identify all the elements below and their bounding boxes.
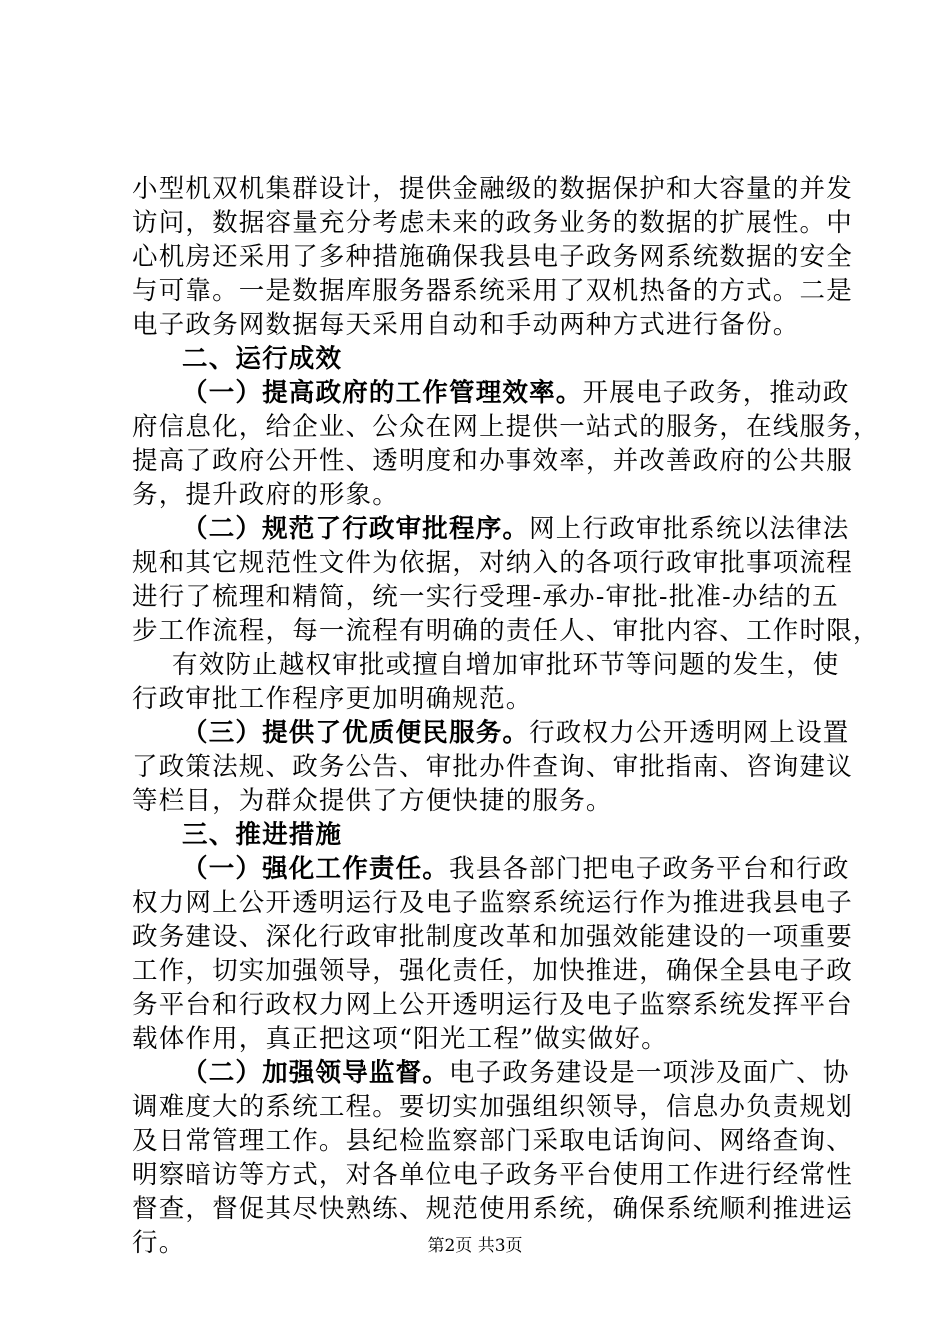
text-line — [132, 376, 850, 410]
line-text: 开展电子政务，推动政 — [582, 378, 850, 408]
text-line — [132, 750, 853, 784]
line-text: 步工作流程，每一流程有明确的责任人、审批内容、工作时限， — [132, 616, 880, 646]
line-text: 行政审批工作程序更加明确规范。 — [132, 684, 533, 714]
text-line — [132, 444, 853, 478]
line-text: 载体作用，真正把这项“阳光工程”做实做好。 — [132, 1024, 668, 1054]
line-text: 小型机双机集群设计，提供金融级的数据保护和大容量的并发 — [132, 174, 853, 204]
text-line — [132, 818, 832, 852]
bold-heading: （三）提供了优质便民服务。 — [182, 718, 530, 748]
text-line — [132, 1124, 853, 1158]
text-line — [132, 886, 853, 920]
text-line — [132, 240, 853, 274]
text-line — [132, 852, 850, 886]
bold-heading: （二）加强领导监督。 — [182, 1058, 450, 1088]
text-line — [132, 614, 880, 648]
line-text: 心机房还采用了多种措施确保我县电子政务网系统数据的安全 — [132, 242, 853, 272]
text-line — [132, 954, 853, 988]
bold-heading: 二、运行成效 — [182, 344, 343, 374]
text-line — [132, 308, 832, 342]
line-text: 及日常管理工作。县纪检监察部门采取电话询问、网络查询、 — [132, 1126, 853, 1156]
line-text: 权力网上公开透明运行及电子监察系统运行作为推进我县电子 — [132, 888, 853, 918]
line-text: 有效防止越权审批或擅自增加审批环节等问题的发生，使 — [172, 650, 840, 680]
line-text: 网上行政审批系统以法律法 — [529, 514, 850, 544]
line-text: 工作，切实加强领导，强化责任，加快推进，确保全县电子政 — [132, 956, 853, 986]
line-text: 行政权力公开透明网上设置 — [529, 718, 850, 748]
line-text: 督查，督促其尽快熟练、规范使用系统，确保系统顺利推进运 — [132, 1194, 853, 1224]
bold-heading: （一）强化工作责任。 — [182, 854, 450, 884]
text-line — [132, 172, 853, 206]
text-line — [132, 410, 880, 444]
line-text: 电子政务网数据每天采用自动和手动两种方式进行备份。 — [132, 310, 800, 340]
line-text: 务，提升政府的形象。 — [132, 480, 400, 510]
bold-heading: 三、推进措施 — [182, 820, 343, 850]
text-line — [132, 274, 853, 308]
text-line — [132, 1022, 832, 1056]
text-line — [132, 920, 853, 954]
line-text: 我县各部门把电子政务平台和行政 — [449, 854, 850, 884]
text-line — [132, 1158, 853, 1192]
line-text: 进行了梳理和精简，统一实行受理-承办-审批-批准-办结的五 — [132, 582, 839, 612]
text-line — [132, 1056, 850, 1090]
text-line — [132, 580, 839, 614]
text-line — [132, 342, 832, 376]
text-line — [132, 478, 832, 512]
bold-heading: （二）规范了行政审批程序。 — [182, 514, 530, 544]
line-text: 务平台和行政权力网上公开透明运行及电子监察系统发挥平台 — [132, 990, 853, 1020]
text-line — [132, 716, 850, 750]
line-text: 调难度大的系统工程。要切实加强组织领导，信息办负责规划 — [132, 1092, 853, 1122]
text-line — [132, 512, 850, 546]
text-line — [132, 682, 832, 716]
text-line — [132, 206, 853, 240]
line-text: 行。 — [132, 1228, 186, 1258]
text-line — [132, 988, 853, 1022]
line-text: 提高了政府公开性、透明度和办事效率，并改善政府的公共服 — [132, 446, 853, 476]
line-text: 政务建设、深化行政审批制度改革和加强效能建设的一项重要 — [132, 922, 853, 952]
page-footer: 第2页 共3页 — [427, 1236, 523, 1256]
line-text: 等栏目，为群众提供了方便快捷的服务。 — [132, 786, 613, 816]
line-text: 访问，数据容量充分考虑未来的政务业务的数据的扩展性。中 — [132, 208, 853, 238]
text-line — [132, 1192, 853, 1226]
line-text: 了政策法规、政务公告、审批办件查询、审批指南、咨询建议 — [132, 752, 853, 782]
text-line — [132, 784, 832, 818]
line-text: 与可靠。一是数据库服务器系统采用了双机热备的方式。二是 — [132, 276, 853, 306]
text-line — [132, 1090, 853, 1124]
line-text: 电子政务建设是一项涉及面广、协 — [449, 1058, 850, 1088]
line-text: 府信息化，给企业、公众在网上提供一站式的服务，在线服务， — [132, 412, 880, 442]
text-line — [132, 546, 853, 580]
line-text: 明察暗访等方式，对各单位电子政务平台使用工作进行经常性 — [132, 1160, 853, 1190]
line-text: 规和其它规范性文件为依据，对纳入的各项行政审批事项流程 — [132, 548, 853, 578]
text-line — [132, 648, 840, 682]
bold-heading: （一）提高政府的工作管理效率。 — [182, 378, 583, 408]
body-text — [132, 172, 880, 1260]
